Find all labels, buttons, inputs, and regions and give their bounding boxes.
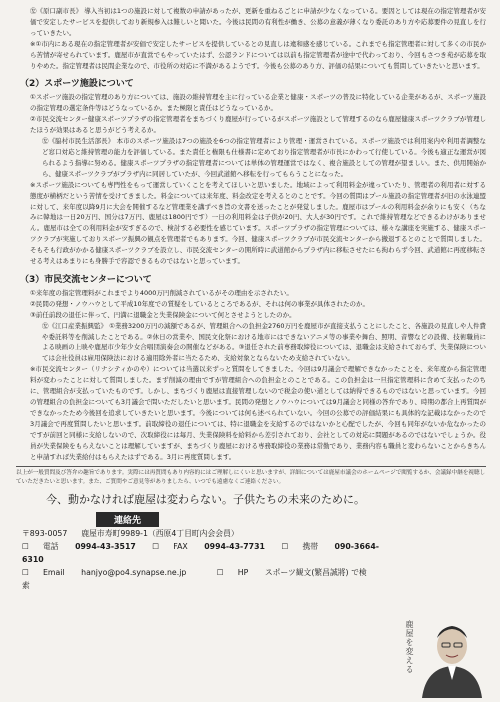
question-paragraph: ②民間の発想・ノウハウとして平成10年度での質疑をしているところであるが、それは何の事業が具体されたのか。 xyxy=(30,299,370,308)
answer-paragraph: ㊧《脇村市民生活部長》 本市のスポーツ施設は7つの施設を6つの指定管理者により管理・運営されている。スポーツ施設では利用案内や利用者調整など窓口対応と維持管理の能力を評価している。また責任と権限も仕様書に定めており指定管理者が市長にかわって行使している。今後も適正な運営が図られるよう指導に努める。健康スポーツプラザの指定管理者については単体の管理運営ではなく、複合施設としての管理が望ましい。また、供用開始から、健康スポーツクラブがプラザ内に同居していたが、今回武道館へ移転を行ってもらうことになった。 xyxy=(42,137,486,178)
email-icon: ☐ xyxy=(22,568,29,578)
slogan: 今、動かなければ鹿屋は変わらない。子供たちの未来のために。 xyxy=(46,493,365,507)
comment-paragraph: ※市民交流センター（リナシティかのや）については当選以来ずっと質問をしてきました。今回は9月議会で理解できなかったことを、来年度から指定管理料が変わったことに対して質問しました。まず削減の理由ですが管理組合への負担金とのことである。この負担金は一旦指定管理料に含めて支払ったのちに、管理組合が支払っていたものです。しかし、まちづくり鹿屋は直接管理しないので税金の使い道としては納得できるものではないと思っています。今回の管理組合の負担金についても3月議会で問いただしたいと思います。民間の発想とノウハウについては9月議会と同様の答弁であり、時期の都合上再質問ができなかったため今後回を追求していきたいと思います。今後については何も述べられていない。今回の公募での評価結果にも具体的な記載はなかったので3月議会で再度質問したいと思います。前取締役の退任については、特に退職金を支給するのではないかと心配でしたが、今回も同年がないか危なかったのですが前回と同様に支給しないので、次取締役には毎月、失業保険料を給料から差引されており、会社としての対応に問題があるのではないでしょうか。役員が失業保険をもらえないことは理解していますが、まちづくり鹿屋における専務取締役の業務は常勤であり、業務内容も職員と変わらないことからきちんと申請すれば失業給付はもらえたはずである。3月に再度質問します。 xyxy=(30,365,486,461)
fax-icon: ☐ xyxy=(152,542,160,552)
footer-note: 以上が一般質問及び答弁の趣旨であります。実際には再質問もあり内容的にはご理解しにくいと思いますが、詳細については鹿屋市議会のホームページで閲覧するか、会議録中継を視聴していただきたいと思います。また、ご質問やご意見等がありましたら、いつでも遠慮なくご連絡ください。 xyxy=(16,470,486,485)
question-paragraph: ③前任前段の退任に伴って、円満に退職金と失業保険金について何とさせようとしたのか。 xyxy=(30,310,296,319)
email-link[interactable]: hanjyo@po4.synapse.ne.jp xyxy=(81,568,187,578)
comment-paragraph: ※スポーツ施設についても専門性をもって運営していくことを考えてほしいと思いました。地域によって利用料金が違っていたり、管理者の利用者に対する態度が横柄だという苦情を受けてきました。料金については来年度、料金改定を考えるとのことです。今回の質問はプール施設の指定管理者が旧の水泳連盟に対して、来年度以降9月に大会を開催するなど管理業を講ずべき旨の文書を送ったことが発覚しました。鹿屋市はプールの利用料金が余りにも安く（ちなみに韓地は一日20万円、国分は7万円、鹿屋は1800円です）一日の利用料金は子供が20円、大人が30円です。これで維持管理などできるわけがありません。鹿屋市は全ての利用料金が安すぎるので、検討する必要性を感じています。スポーツプラザの指定管理については、様々な講座を実施する、健康スポーツクラブが実施しておりスポーツ振興の観点を管理者でもあります。今回、健康スポーツクラブが市民交流センターから撤退するとのことで質問しました。そもそも行政がかかる健康スポーツクラブを設立し、市民交流センターの開所時に武道館からプラザ内に移転させたにも拘わらず今回、武道館に再度移転させる考えはあまりにも身勝手で容認できるものではないと思っています。 xyxy=(30,180,486,266)
postal-code: 〒893-0057 xyxy=(22,529,68,539)
contact-block xyxy=(16,508,486,592)
divider xyxy=(16,466,486,467)
homepage-search-text: スポーツ観文(繁昌誠將) で検索 xyxy=(22,568,367,591)
question-paragraph: ①来年度の指定管理料がこれまでより4000万円削減されているがその理由を示されたい。 xyxy=(30,288,293,297)
email-row: ☐ Email hanjyo@po4.synapse.ne.jp ☐ HP スポーツ観文(繁昌誠將) で検索 xyxy=(22,568,367,591)
phone-icon: ☐ xyxy=(22,542,29,552)
question-paragraph: ①スポーツ施設の指定管理のあり方については、施設の維持管理を主に行っている企業と健康・スポーツの普及に特化している企業があるが、スポーツ施設の指定管理の選定条件等はどうなっているか。また極限と責任はどうなっているか。 xyxy=(30,93,486,113)
section-heading: （2）スポーツ施設について xyxy=(20,79,134,90)
web-icon: ☐ xyxy=(216,568,224,578)
address: 鹿屋市寿町9989-1（西原4丁目町内会会員） xyxy=(81,529,239,539)
fax-number: 0994-43-7731 xyxy=(204,542,265,552)
answer-paragraph: ㊧《江口産業振興監》 ①業務3200万円の減額であるが、管理組合への負担金2760万円を鹿屋市が直接支払うことにしたこと、各施設の見直しや人件費や委託料等を削減したことである。②休日の営業や、国民文化祭における地市にはできないアニメ等の事業や舞台、照明、音響などの設備、技術職員による映画の上映や鹿屋市少年少女合唱団演奏会の開催などがある。③退任された前専務取締役については、退職金は支給されておらず、失業保険については会社役員は雇用保険法における適用除外者に当たるため、支給対象とならないため支給されていない。 xyxy=(42,321,486,363)
section-heading: （3）市民交流センターについて xyxy=(20,274,152,285)
comment-paragraph: ※①市内にある現在の指定管理者が安価で安定したサービスを提供しているとの見直しは違和感を感じている。これまでも指定管理者に対して多くの市民から苦情が寄せられています。鹿屋市が直営でもやっていたはず、公認ランドについては以前も指定管理者が途中で代わっており、今回もさつき苑が応募を取りやめた。指定管理者は民間企業なので、市役所の対応に不満があるようです。今後も公募のあり方、評価の結果についても質問していきたいと思います。 xyxy=(30,39,486,70)
candidate-portrait xyxy=(398,616,486,698)
vertical-slogan: 鹿屋を変える xyxy=(405,620,414,674)
mobile-number[interactable]: 090-3664-6310 xyxy=(22,542,379,565)
address-row xyxy=(22,527,386,540)
phone-row: ☐ 電話 0994-43-3517 ☐ FAX 0994-43-7731 ☐ 携帯 090-3664-6310 xyxy=(22,542,379,565)
answer-paragraph: ㊧《原口副市長》 導入当初は1つの施設に対して複数の申請があったが、更新を重ねるごとに申請が少なくなっている。要因としては現在の指定管理者が安価で安定したサービスを提供しており新規参入は難しいと聞いた。今後は民間の有利性が働き、公募の意義が薄くなり委託のあり方や応募要件の見直しを行っていきたい。 xyxy=(30,7,486,37)
mobile-icon: ☐ xyxy=(281,542,289,552)
phone-number[interactable]: 0994-43-3517 xyxy=(75,542,136,552)
contact-heading: 連絡先 xyxy=(96,512,159,527)
question-paragraph: ②市民交流センター健康スポーツプラザの指定管理者をまちづくり鹿屋が行っているがスポーツ施設として管理するのなら鹿屋健康スポーツクラブが管理したほうが効果はあると思うがどう考えるか。 xyxy=(30,115,486,135)
